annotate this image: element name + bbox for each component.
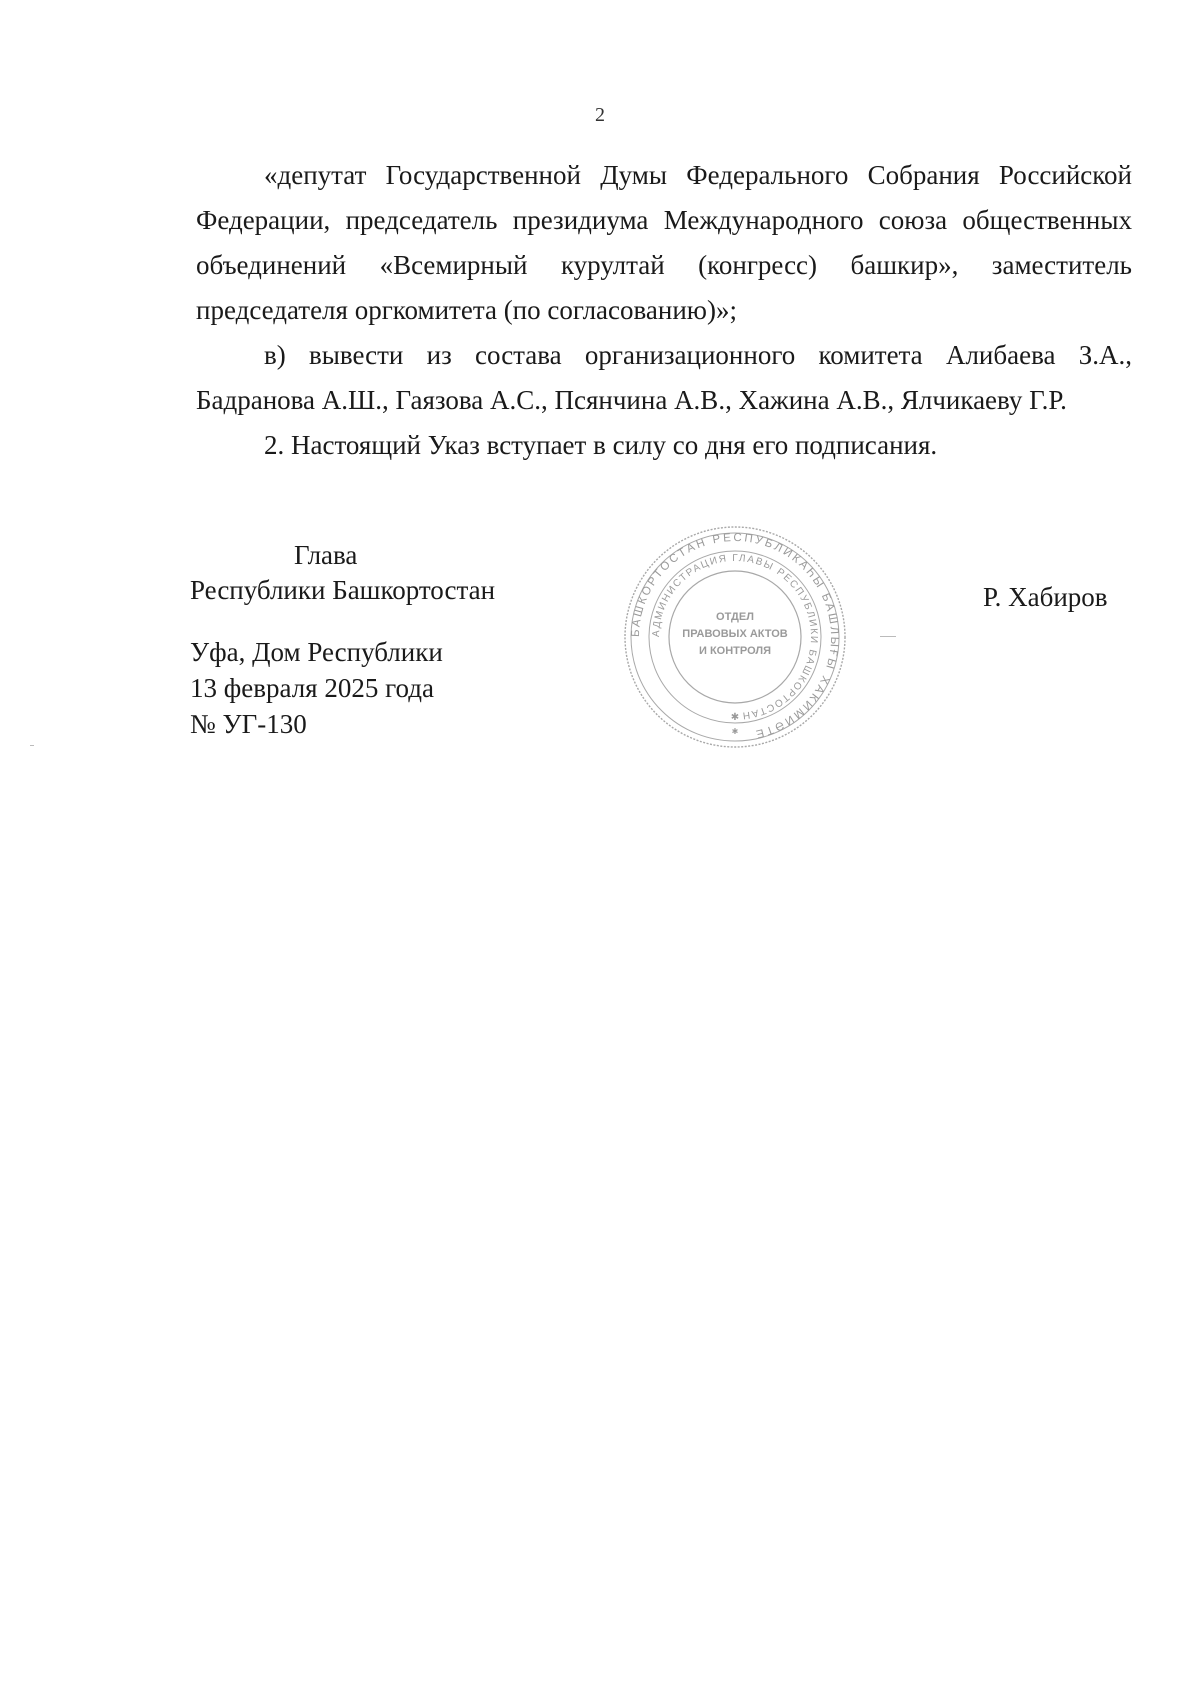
decree-number: № УГ-130 [190,709,307,739]
seal-center-line2: ПРАВОВЫХ АКТОВ [682,628,788,640]
seal-center-line3: И КОНТРОЛЯ [699,645,771,657]
scan-speck [880,636,896,637]
seal-star-icon-small: ✱ [731,727,739,736]
seal-star-icon: ✱ [730,712,740,723]
place-date-block [190,634,443,742]
signatory-title-line2: Республики Башкортостан [190,575,496,605]
seal-graphic [620,522,850,752]
signing-date: 13 февраля 2025 года [190,673,434,703]
paragraph-effective-date: 2. Настоящий Указ вступает в силу со дня его подписания. [264,430,938,460]
seal-inner-text: АДМИНИСТРАЦИЯ ГЛАВЫ РЕСПУБЛИКИ БАШКОРТОСТАН [650,552,820,721]
seal-center-line1: ОТДЕЛ [716,611,754,623]
scan-speck [30,745,34,746]
signatory-title [190,538,495,608]
official-seal-stamp [620,522,850,752]
signatory-name: Р. Хабиров [983,582,1108,612]
signing-place: Уфа, Дом Республики [190,637,443,667]
page-number: 2 [595,104,605,126]
signatory-title-line1: Глава [294,540,358,570]
document-body [196,153,1132,468]
paragraph-remove-members: в) вывести из состава организационного комитета Алибаева З.А., Бадранова А.Ш., Гаязова А.С., Псянчина А.В., Хажина А.В., Ялчикаеву Г.Р. [196,340,1132,415]
paragraph-deputy: «депутат Государственной Думы Федерального Собрания Российской Федерации, председатель президиума Международного союза общественных объединений «Всемирный курултай (конгресс) башкир», заместитель председателя оргкомитета (по согласованию)»; [196,160,1132,325]
seal-outer-text: БАШКОРТОСТАН РЕСПУБЛИКАҺЫ БАШЛЫҒЫ ХАКИМИӘТЕ [629,531,841,741]
